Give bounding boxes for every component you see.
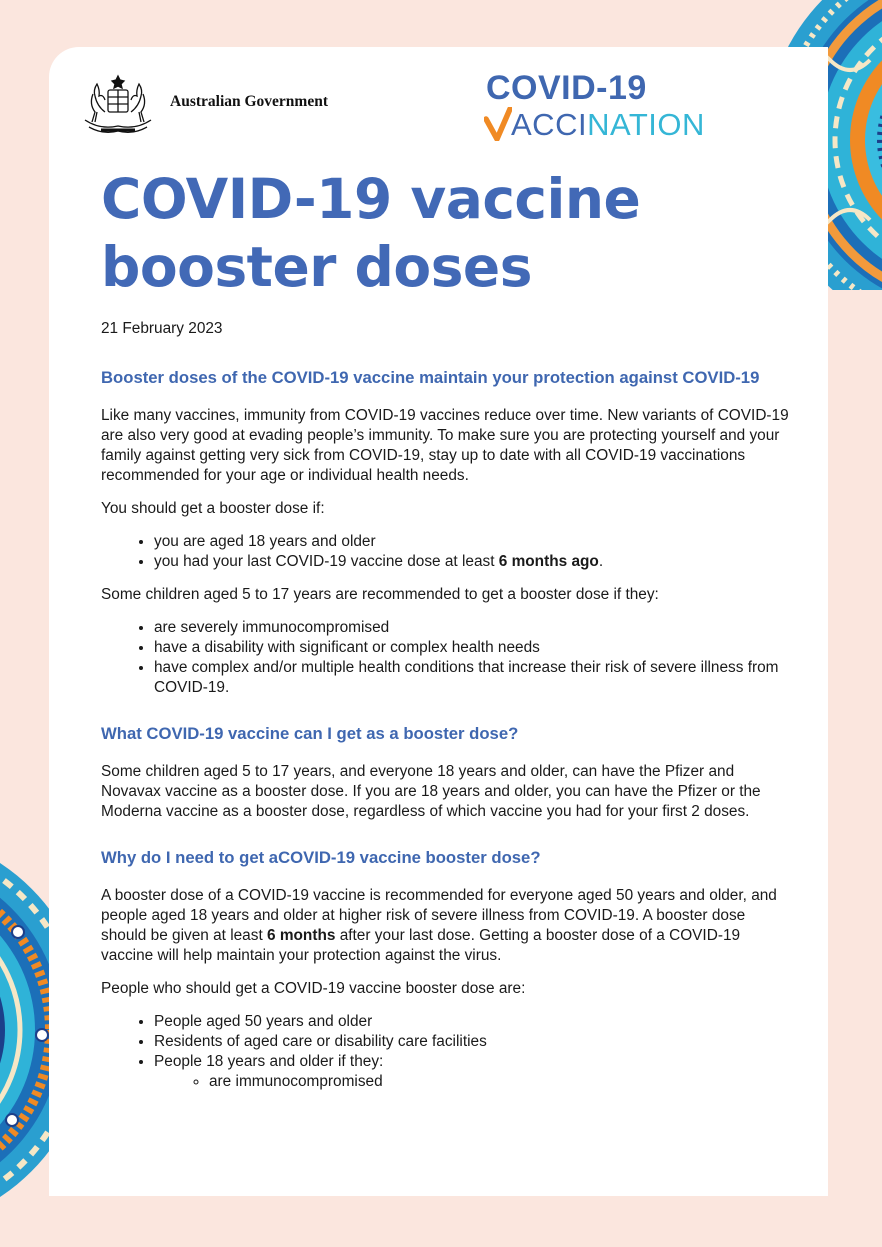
children-eligibility-list <box>101 618 791 698</box>
section-heading-which-vaccine: What COVID-19 vaccine can I get as a booster dose? <box>101 724 519 743</box>
covid-vaccination-logo <box>484 71 724 141</box>
vax-logo-acci: ACCI <box>511 107 588 142</box>
page-title <box>101 165 741 301</box>
booster-groups-list <box>101 1012 791 1092</box>
title-line-1: COVID-19 vaccine <box>101 167 641 231</box>
list-item-text: you had your last COVID-19 vaccine dose at least <box>154 553 499 570</box>
australian-government-logo <box>75 72 328 136</box>
document-page <box>49 47 828 1196</box>
list-item-text: . <box>598 553 604 570</box>
paragraph-text: A booster dose of a COVID-19 vaccine is recommended for everyone aged 50 years and older, and people aged 18 years and older at higher risk of severe illness from COVID-19. A booster dose should be given at least <box>101 887 777 944</box>
australian-coat-of-arms-icon <box>75 72 161 136</box>
checkmark-v-icon <box>484 107 512 141</box>
title-line-2: booster doses <box>101 235 532 299</box>
paragraph-text: after your last dose. Getting a booster dose of a COVID-19 vaccine will help maintain your protection against the virus. <box>101 927 741 964</box>
sub-list-item: ◦ are immunocompromised <box>209 1072 791 1092</box>
paragraph: You should get a booster dose if: <box>101 500 325 517</box>
list-item <box>154 552 791 572</box>
section-heading-booster-protection: Booster doses of the COVID-19 vaccine maintain your protection against COVID-19 <box>101 368 760 387</box>
paragraph: Like many vaccines, immunity from COVID-19 vaccines reduce over time. New variants of COVID-19 are also very good at evading people’s immunity. To make sure you are protecting yourself and your family against getting very sick from COVID-19, stay up to date with all COVID-19 vaccinations recommended for your age or individual health needs. <box>101 407 789 484</box>
paragraph <box>101 886 791 966</box>
list-item-text: People 18 years and older if they: <box>154 1053 384 1070</box>
vax-logo-nation: NATION <box>587 107 705 142</box>
paragraph-bold: 6 months <box>267 927 336 944</box>
list-item: • Residents of aged care or disability care facilities <box>154 1032 791 1052</box>
list-item: • you are aged 18 years and older <box>154 532 791 552</box>
vax-logo-line1: COVID-19 <box>486 69 647 107</box>
list-item: • have complex and/or multiple health conditions that increase their risk of severe illness from COVID-19. <box>154 658 791 698</box>
government-name: Australian Government <box>170 93 329 110</box>
section-heading-why-booster: Why do I need to get aCOVID-19 vaccine booster dose? <box>101 848 541 867</box>
document-date: 21 February 2023 <box>101 320 223 337</box>
list-item <box>154 1052 791 1092</box>
paragraph: Some children aged 5 to 17 years are recommended to get a booster dose if they: <box>101 586 659 603</box>
list-item: • are severely immunocompromised <box>154 618 791 638</box>
list-item: • People aged 50 years and older <box>154 1012 791 1032</box>
paragraph: People who should get a COVID-19 vaccine booster dose are: <box>101 980 526 997</box>
list-item-bold: 6 months ago <box>498 553 599 570</box>
sub-list <box>154 1072 791 1092</box>
eligibility-list <box>101 532 791 572</box>
paragraph: Some children aged 5 to 17 years, and everyone 18 years and older, can have the Pfizer and Novavax vaccine as a booster dose. If you are 18 years and older, you can have the Pfizer or the Moderna vaccine as a booster dose, regardless of which vaccine you had for your first 2 doses. <box>101 763 761 820</box>
document-body <box>101 319 791 1105</box>
list-item: • have a disability with significant or complex health needs <box>154 638 791 658</box>
